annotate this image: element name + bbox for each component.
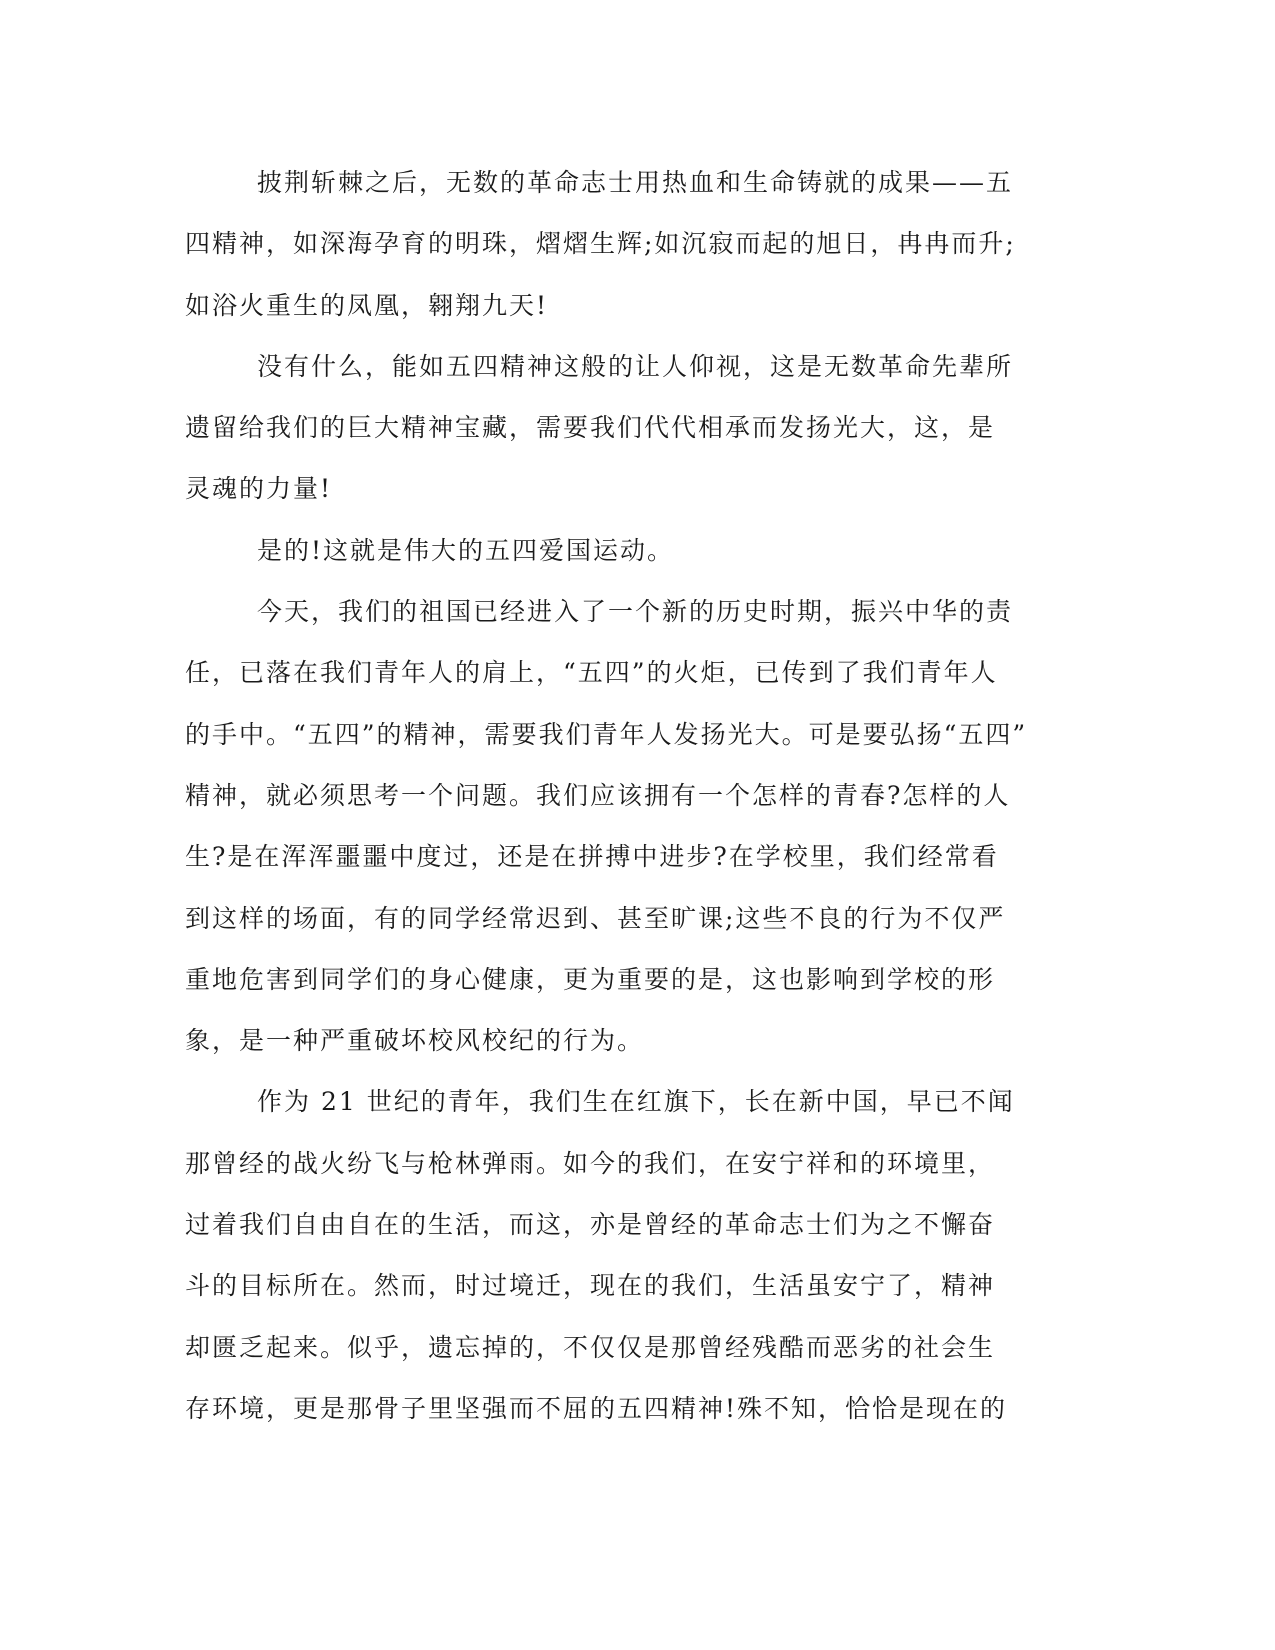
text-line: 灵魂的力量! xyxy=(185,474,333,504)
text-line: 四精神，如深海孕育的明珠，熠熠生辉;如沉寂而起的旭日，冉冉而升; xyxy=(185,229,1016,259)
text-line: 精神，就必须思考一个问题。我们应该拥有一个怎样的青春?怎样的人 xyxy=(185,780,1011,810)
text-line: 任，已落在我们青年人的肩上，“五四”的火炬，已传到了我们青年人 xyxy=(185,658,998,688)
text-line: 生?是在浑浑噩噩中度过，还是在拼搏中进步?在学校里，我们经常看 xyxy=(185,842,999,872)
text-line: 过着我们自由自在的生活，而这，亦是曾经的革命志士们为之不懈奋 xyxy=(185,1210,996,1240)
document-body xyxy=(185,163,1065,1450)
text-line: 象，是一种严重破坏校风校纪的行为。 xyxy=(185,1026,645,1056)
text-line: 到这样的场面，有的同学经常迟到、甚至旷课;这些不良的行为不仅严 xyxy=(185,903,1006,933)
text-line: 重地危害到同学们的身心健康，更为重要的是，这也影响到学校的形 xyxy=(185,964,996,994)
text-line: 斗的目标所在。然而，时过境迁，现在的我们，生活虽安宁了，精神 xyxy=(185,1271,996,1301)
text-line: 却匮乏起来。似乎，遗忘掉的，不仅仅是那曾经残酷而恶劣的社会生 xyxy=(185,1332,996,1362)
text-line: 遗留给我们的巨大精神宝藏，需要我们代代相承而发扬光大，这，是 xyxy=(185,413,996,443)
text-line: 今天，我们的祖国已经进入了一个新的历史时期，振兴中华的责 xyxy=(257,597,1014,627)
text-line: 没有什么，能如五四精神这般的让人仰视，这是无数革命先辈所 xyxy=(257,351,1014,381)
text-line: 披荆斩棘之后，无数的革命志士用热血和生命铸就的成果——五 xyxy=(257,168,1014,197)
text-line: 作为 21 世纪的青年，我们生在红旗下，长在新中国，早已不闻 xyxy=(257,1087,1015,1117)
text-line: 那曾经的战火纷飞与枪林弹雨。如今的我们，在安宁祥和的环境里， xyxy=(185,1148,996,1178)
text-line: 是的!这就是伟大的五四爱国运动。 xyxy=(257,535,675,565)
text-line: 存环境，更是那骨子里坚强而不屈的五四精神!殊不知，恰恰是现在的 xyxy=(185,1393,1008,1423)
text-line: 如浴火重生的凤凰，翱翔九天! xyxy=(185,290,549,320)
text-line: 的手中。“五四”的精神，需要我们青年人发扬光大。可是要弘扬“五四” xyxy=(185,719,1028,749)
